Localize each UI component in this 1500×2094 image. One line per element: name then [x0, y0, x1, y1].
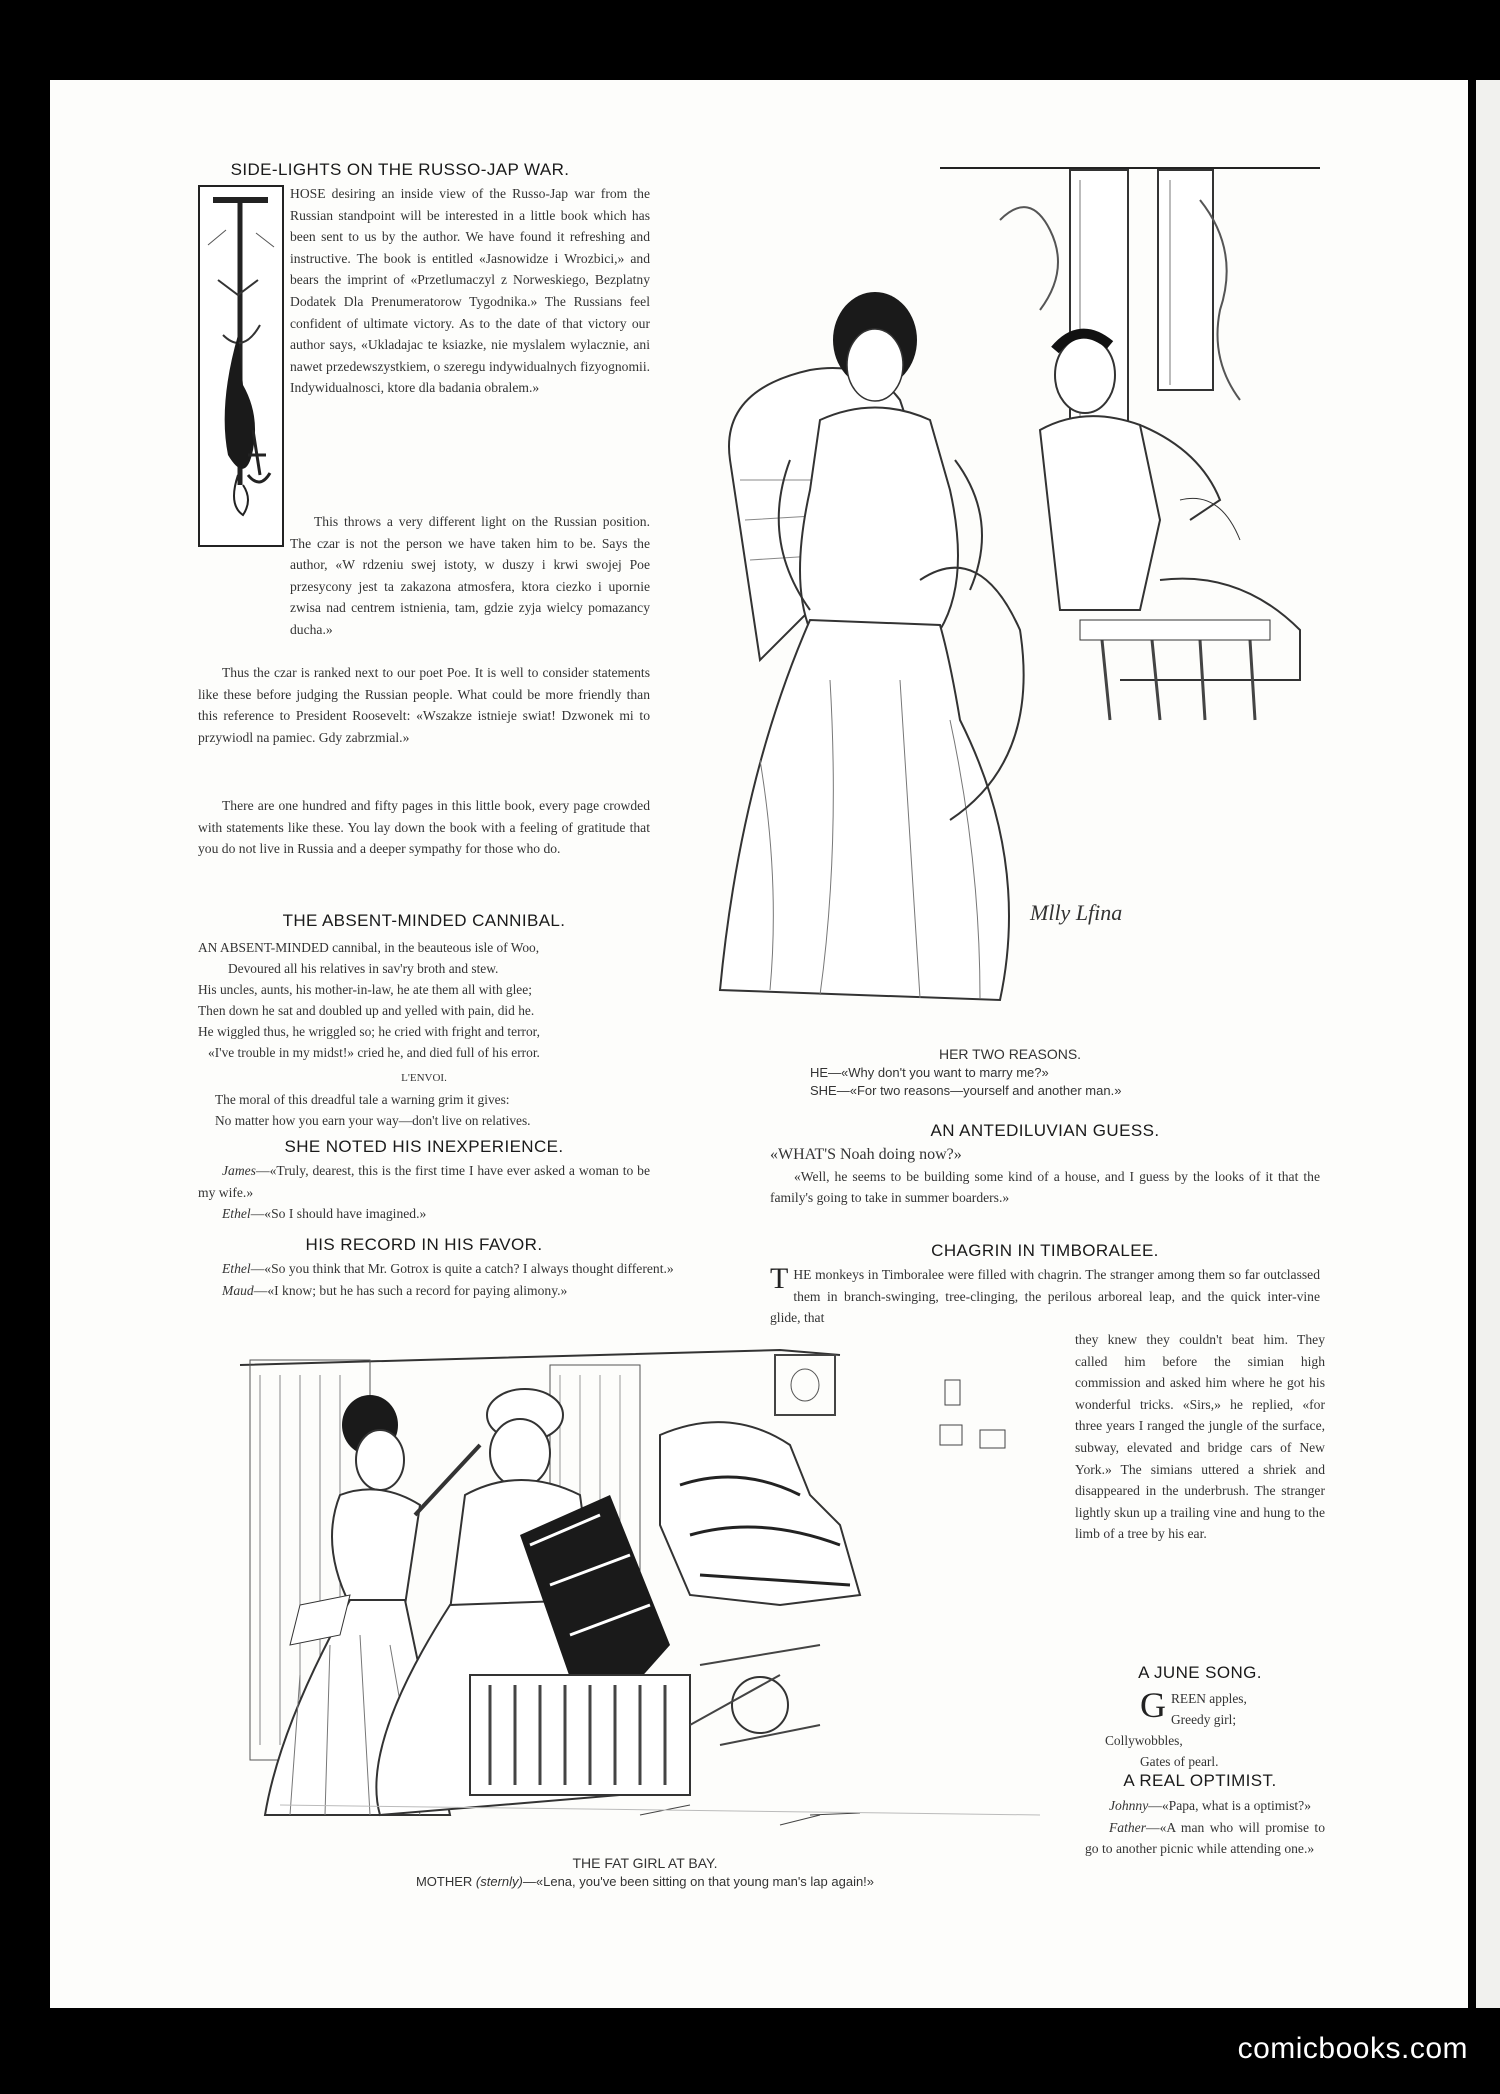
- verse-line: Devoured all his relatives in sav'ry broth and stew.: [228, 961, 499, 976]
- her-two-reasons-illustration: [700, 160, 1320, 1050]
- dialogue-line: —«Truly, dearest, this is the first time I have ever asked a woman to be my wife.»: [198, 1163, 650, 1200]
- inexperience-title: SHE NOTED HIS INEXPERIENCE.: [284, 1137, 564, 1156]
- sidelights-para-2: This throws a very different light on the Russian position. The czar is not the person we have taken him to be. Says the author, «W rdzeniu swej istoty, w duszy i krwi swojej Poe przesycony jest ta zakazona atmosfera, ktora ciezko i upornie zwisa nad centrem istnienia, tam, gdzie zyja wielcy pomazancy ducha.»: [290, 514, 650, 637]
- chagrin-dropcap: T: [770, 1262, 789, 1295]
- verse-line: He wiggled thus, he wriggled so; he cried with fright and terror,: [198, 1024, 540, 1039]
- optimist-text: [1085, 1795, 1325, 1860]
- verse-line: REEN apples,: [1171, 1691, 1247, 1706]
- optimist-title: A REAL OPTIMIST.: [1123, 1771, 1277, 1790]
- cannibal-title: THE ABSENT-MINDED CANNIBAL.: [282, 911, 566, 930]
- dialogue-line: —«I know; but he has such a record for paying alimony.»: [253, 1282, 568, 1298]
- verse-line: AN ABSENT-MINDED cannibal, in the beauteous isle of Woo,: [198, 940, 540, 955]
- facing-page-edge: [1476, 80, 1500, 2008]
- dialogue-line: —«Lena, you've been sitting on that young man's lap again!»: [522, 1874, 875, 1889]
- reasons-title: HER TWO REASONS.: [938, 1046, 1082, 1062]
- fat-girl-illustration: [220, 1345, 1070, 1855]
- favor-title: HIS RECORD IN HIS FAVOR.: [305, 1235, 543, 1254]
- fatgirl-caption: [220, 1874, 1070, 1889]
- verse-line: Collywobbles,: [1105, 1733, 1183, 1748]
- moral-line: The moral of this dreadful tale a warning grim it gives:: [215, 1092, 510, 1107]
- speaker-name: Ethel: [222, 1261, 251, 1276]
- question-line: «WHAT'S Noah doing now?»: [770, 1146, 962, 1163]
- reasons-he: HE—«Why don't you want to marry me?»: [810, 1065, 1049, 1080]
- reasons-she: SHE—«For two reasons—yourself and another man.»: [810, 1083, 1122, 1098]
- speaker-name: Johnny: [1109, 1798, 1149, 1813]
- dialogue-line: —«So you think that Mr. Gotrox is quite a catch? I always thought different.»: [250, 1261, 674, 1276]
- cannibal-envoi: L'ENVOI.: [401, 1072, 447, 1084]
- dialogue-line: —«A man who will promise to go to another picnic while attending one.»: [1085, 1819, 1325, 1857]
- sidelights-para-4: There are one hundred and fifty pages in this little book, every page crowded with statements like these. You lay down the book with a feeling of gratitude that you do not live in Russia and a deeper sympathy for those who do.: [198, 798, 650, 857]
- sidelights-para-3: Thus the czar is ranked next to our poet Poe. It is well to consider statements like these before judging the Russian people. What could be more friendly than this reference to President Roosevelt: «Wszakze istnieje swiat! Dzwonek mi to przywiodl na pamiec. Gdy zabrzmial.»: [198, 665, 650, 745]
- watermark: comicbooks.com: [1237, 2032, 1468, 2065]
- fatgirl-title: THE FAT GIRL AT BAY.: [572, 1855, 718, 1871]
- chagrin-lead: THE monkeys in Timboralee were filled with chagrin. The stranger among them so far outclassed them in branch-swinging, tree-clinging, the perilous arboreal leap, and the quick inter-vine glide, that: [770, 1262, 1320, 1326]
- dialogue-line: —«So I should have imagined.»: [250, 1206, 427, 1222]
- june-song-verse: [1105, 1685, 1330, 1772]
- cannibal-moral: [215, 1089, 655, 1131]
- verse-line: His uncles, aunts, his mother-in-law, he ate them all with glee;: [198, 982, 532, 997]
- speaker-name: James: [222, 1163, 256, 1178]
- verse-line: «I've trouble in my midst!» cried he, and died full of his error.: [208, 1045, 540, 1060]
- favor-text: [198, 1258, 758, 1301]
- sidelights-title: SIDE-LIGHTS ON THE RUSSO-JAP WAR.: [230, 160, 570, 179]
- antediluvian-text: [770, 1144, 1320, 1209]
- speaker-name: Ethel: [222, 1206, 251, 1222]
- verse-line: Then down he sat and doubled up and yelled with pain, did he.: [198, 1003, 535, 1018]
- antediluvian-title: AN ANTEDILUVIAN GUESS.: [930, 1121, 1160, 1140]
- verse-line: Gates of pearl.: [1140, 1754, 1219, 1769]
- june-song-title: A JUNE SONG.: [1138, 1663, 1262, 1682]
- speaker-name: Father: [1109, 1819, 1146, 1835]
- sidelights-initial-illustration: [198, 185, 284, 547]
- answer-line: «Well, he seems to be building some kind of a house, and I guess by the looks of it that the family's going to take in summer boarders.»: [770, 1168, 1320, 1206]
- cannibal-verse: [198, 937, 650, 1063]
- moral-line: No matter how you earn your way—don't live on relatives.: [215, 1113, 531, 1128]
- speaker-name: MOTHER: [415, 1874, 473, 1889]
- sidelights-para-1: HOSE desiring an inside view of the Russo-Jap war from the Russian standpoint will be interested in a little book which has been sent to us by the author. We have found it refreshing and instructive. The book is entitled «Jasnowidze i Wrozbici,» and bears the imprint of «Przetlumaczyl z Norweskiego, Bezplatny Dodatek Dla Prenumeratorow Tygodnika.» The Russians feel confident of ultimate victory. As to the date of that victory our author says, «Ukladajac te ksiazke, nie myslalem wylacznie, ani nawet przedewszystkiem, o szeregu indywidualnych fizyognomii. Indywidualnosci, ktore dla badania obralem.»: [290, 186, 650, 396]
- inexperience-text: [198, 1160, 650, 1225]
- speaker-name: Maud: [222, 1282, 254, 1298]
- dialogue-line: —«Papa, what is a optimist?»: [1148, 1798, 1311, 1813]
- june-dropcap: G: [1140, 1685, 1166, 1725]
- chagrin-column: they knew they couldn't beat him. They called him before the simian high commission and asked him where he got his wonderful tricks. «Sirs,» he replied, «for three years I ranged the jungle of the surface, subway, elevated and bridge cars of New York.» The simians uttered a shriek and disappeared in the underbrush. The stranger lightly skun up a trailing vine and hung to the limb of a tree by his ear.: [1075, 1332, 1325, 1542]
- stage-direction: (sternly): [475, 1874, 523, 1889]
- chagrin-title: CHAGRIN IN TIMBORALEE.: [931, 1241, 1159, 1260]
- artist-signature: Mlly Lfina: [1030, 900, 1123, 925]
- verse-line: Greedy girl;: [1171, 1712, 1237, 1727]
